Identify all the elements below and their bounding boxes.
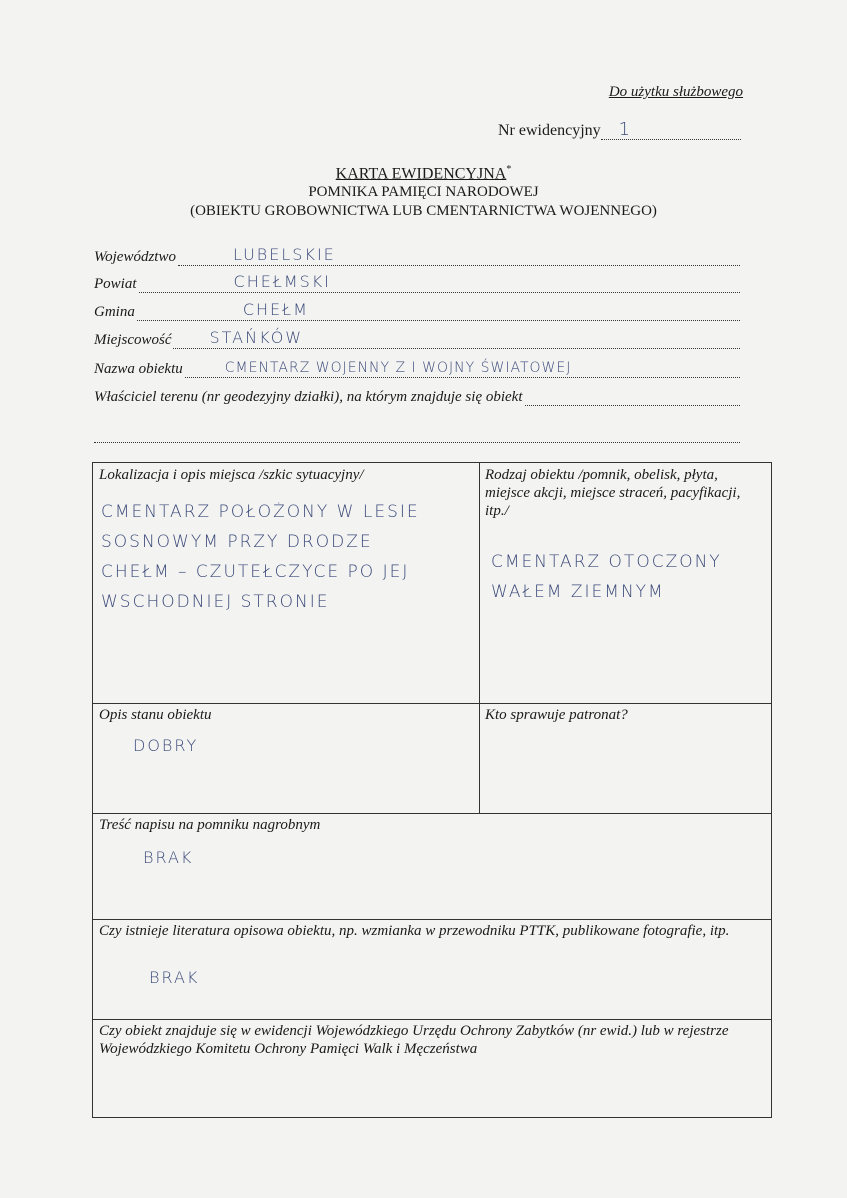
cell-rodzaj[interactable] xyxy=(479,463,771,703)
field-wlasciciel-value xyxy=(525,389,741,406)
cell-rodzaj-text xyxy=(491,547,722,607)
field-wlasciciel-continuation[interactable] xyxy=(94,426,740,443)
field-nazwa-obiektu[interactable] xyxy=(94,356,740,378)
handwritten-line: SOSNOWYM PRZY DRODZE xyxy=(101,532,373,552)
cell-napis-label: Treść napisu na pomniku nagrobnym xyxy=(99,817,321,833)
cell-lokalizacja[interactable] xyxy=(93,463,479,703)
cell-napis[interactable] xyxy=(93,813,771,919)
field-miejscowosc-value: STAŃKÓW xyxy=(209,328,304,347)
field-powiat-value: CHEŁMSKI xyxy=(233,272,331,291)
field-powiat[interactable] xyxy=(94,271,740,293)
record-number xyxy=(498,119,741,140)
form-title xyxy=(0,160,847,221)
handwritten-line: WAŁEM ZIEMNYM xyxy=(491,582,665,602)
record-number-field[interactable] xyxy=(601,119,741,140)
cell-opis-stanu-value: DOBRY xyxy=(133,736,199,755)
field-gmina-value: CHEŁM xyxy=(242,300,309,319)
record-number-value: 1 xyxy=(618,119,633,140)
official-use-label: Do użytku służbowego xyxy=(608,84,743,100)
info-table xyxy=(92,462,772,1118)
handwritten-line: CHEŁM – CZUTEŁCZYCE PO JEJ xyxy=(101,562,410,582)
cell-lokalizacja-label: Lokalizacja i opis miejsca /szkic sytuacyjny/ xyxy=(99,467,364,483)
cell-ewidencja-label: Czy obiekt znajduje się w ewidencji Wojewódzkiego Urzędu Ochrony Zabytków (nr ewid.) lub w rejestrze Wojewódzkiego Komitetu Ochrony Pamięci Walk i Męczeństwa xyxy=(99,1023,729,1057)
title-sub1: POMNIKA PAMIĘCI NARODOWEJ xyxy=(308,184,539,201)
field-wojewodztwo[interactable] xyxy=(94,244,740,266)
handwritten-line: CMENTARZ OTOCZONY xyxy=(491,552,722,572)
title-asterisk: * xyxy=(506,164,512,175)
cell-opis-stanu[interactable] xyxy=(93,703,479,813)
handwritten-line: WSCHODNIEJ STRONIE xyxy=(101,592,330,612)
field-wlasciciel-label: Właściciel terenu (nr geodezyjny działki), na którym znajduje się obiekt xyxy=(94,389,523,405)
field-wlasciciel[interactable] xyxy=(94,384,740,406)
cell-patronat-label: Kto sprawuje patronat? xyxy=(485,707,628,723)
cell-napis-value: BRAK xyxy=(143,848,194,867)
record-number-label: Nr ewidencyjny xyxy=(498,122,601,139)
field-wojewodztwo-label: Województwo xyxy=(94,249,176,265)
title-sub2: (OBIEKTU GROBOWNICTWA LUB CMENTARNICTWA WOJENNEGO) xyxy=(190,203,657,220)
field-nazwa-value: CMENTARZ WOJENNY Z I WOJNY ŚWIATOWEJ xyxy=(224,360,572,376)
cell-patronat[interactable] xyxy=(479,703,771,813)
field-miejscowosc-label: Miejscowość xyxy=(94,332,172,348)
field-wojewodztwo-value: LUBELSKIE xyxy=(232,245,336,264)
handwritten-line: CMENTARZ POŁOŻONY W LESIE xyxy=(101,502,420,522)
cell-opis-stanu-label: Opis stanu obiektu xyxy=(99,707,212,723)
field-gmina[interactable] xyxy=(94,299,740,321)
cell-literatura-value: BRAK xyxy=(149,968,200,987)
cell-literatura[interactable] xyxy=(93,919,771,1019)
cell-lokalizacja-text xyxy=(101,497,420,617)
field-miejscowosc[interactable] xyxy=(94,327,740,349)
field-gmina-label: Gmina xyxy=(94,304,135,320)
field-powiat-label: Powiat xyxy=(94,276,137,292)
cell-ewidencja[interactable] xyxy=(93,1019,771,1117)
field-nazwa-label: Nazwa obiektu xyxy=(94,361,183,377)
cell-rodzaj-label: Rodzaj obiektu /pomnik, obelisk, płyta, miejsce akcji, miejsce straceń, pacyfikacji, itp./ xyxy=(485,467,741,519)
cell-literatura-label: Czy istnieje literatura opisowa obiektu, np. wzmianka w przewodniku PTTK, publikowane fotografie, itp. xyxy=(99,923,730,939)
title-main: KARTA EWIDENCYJNA xyxy=(335,165,507,183)
